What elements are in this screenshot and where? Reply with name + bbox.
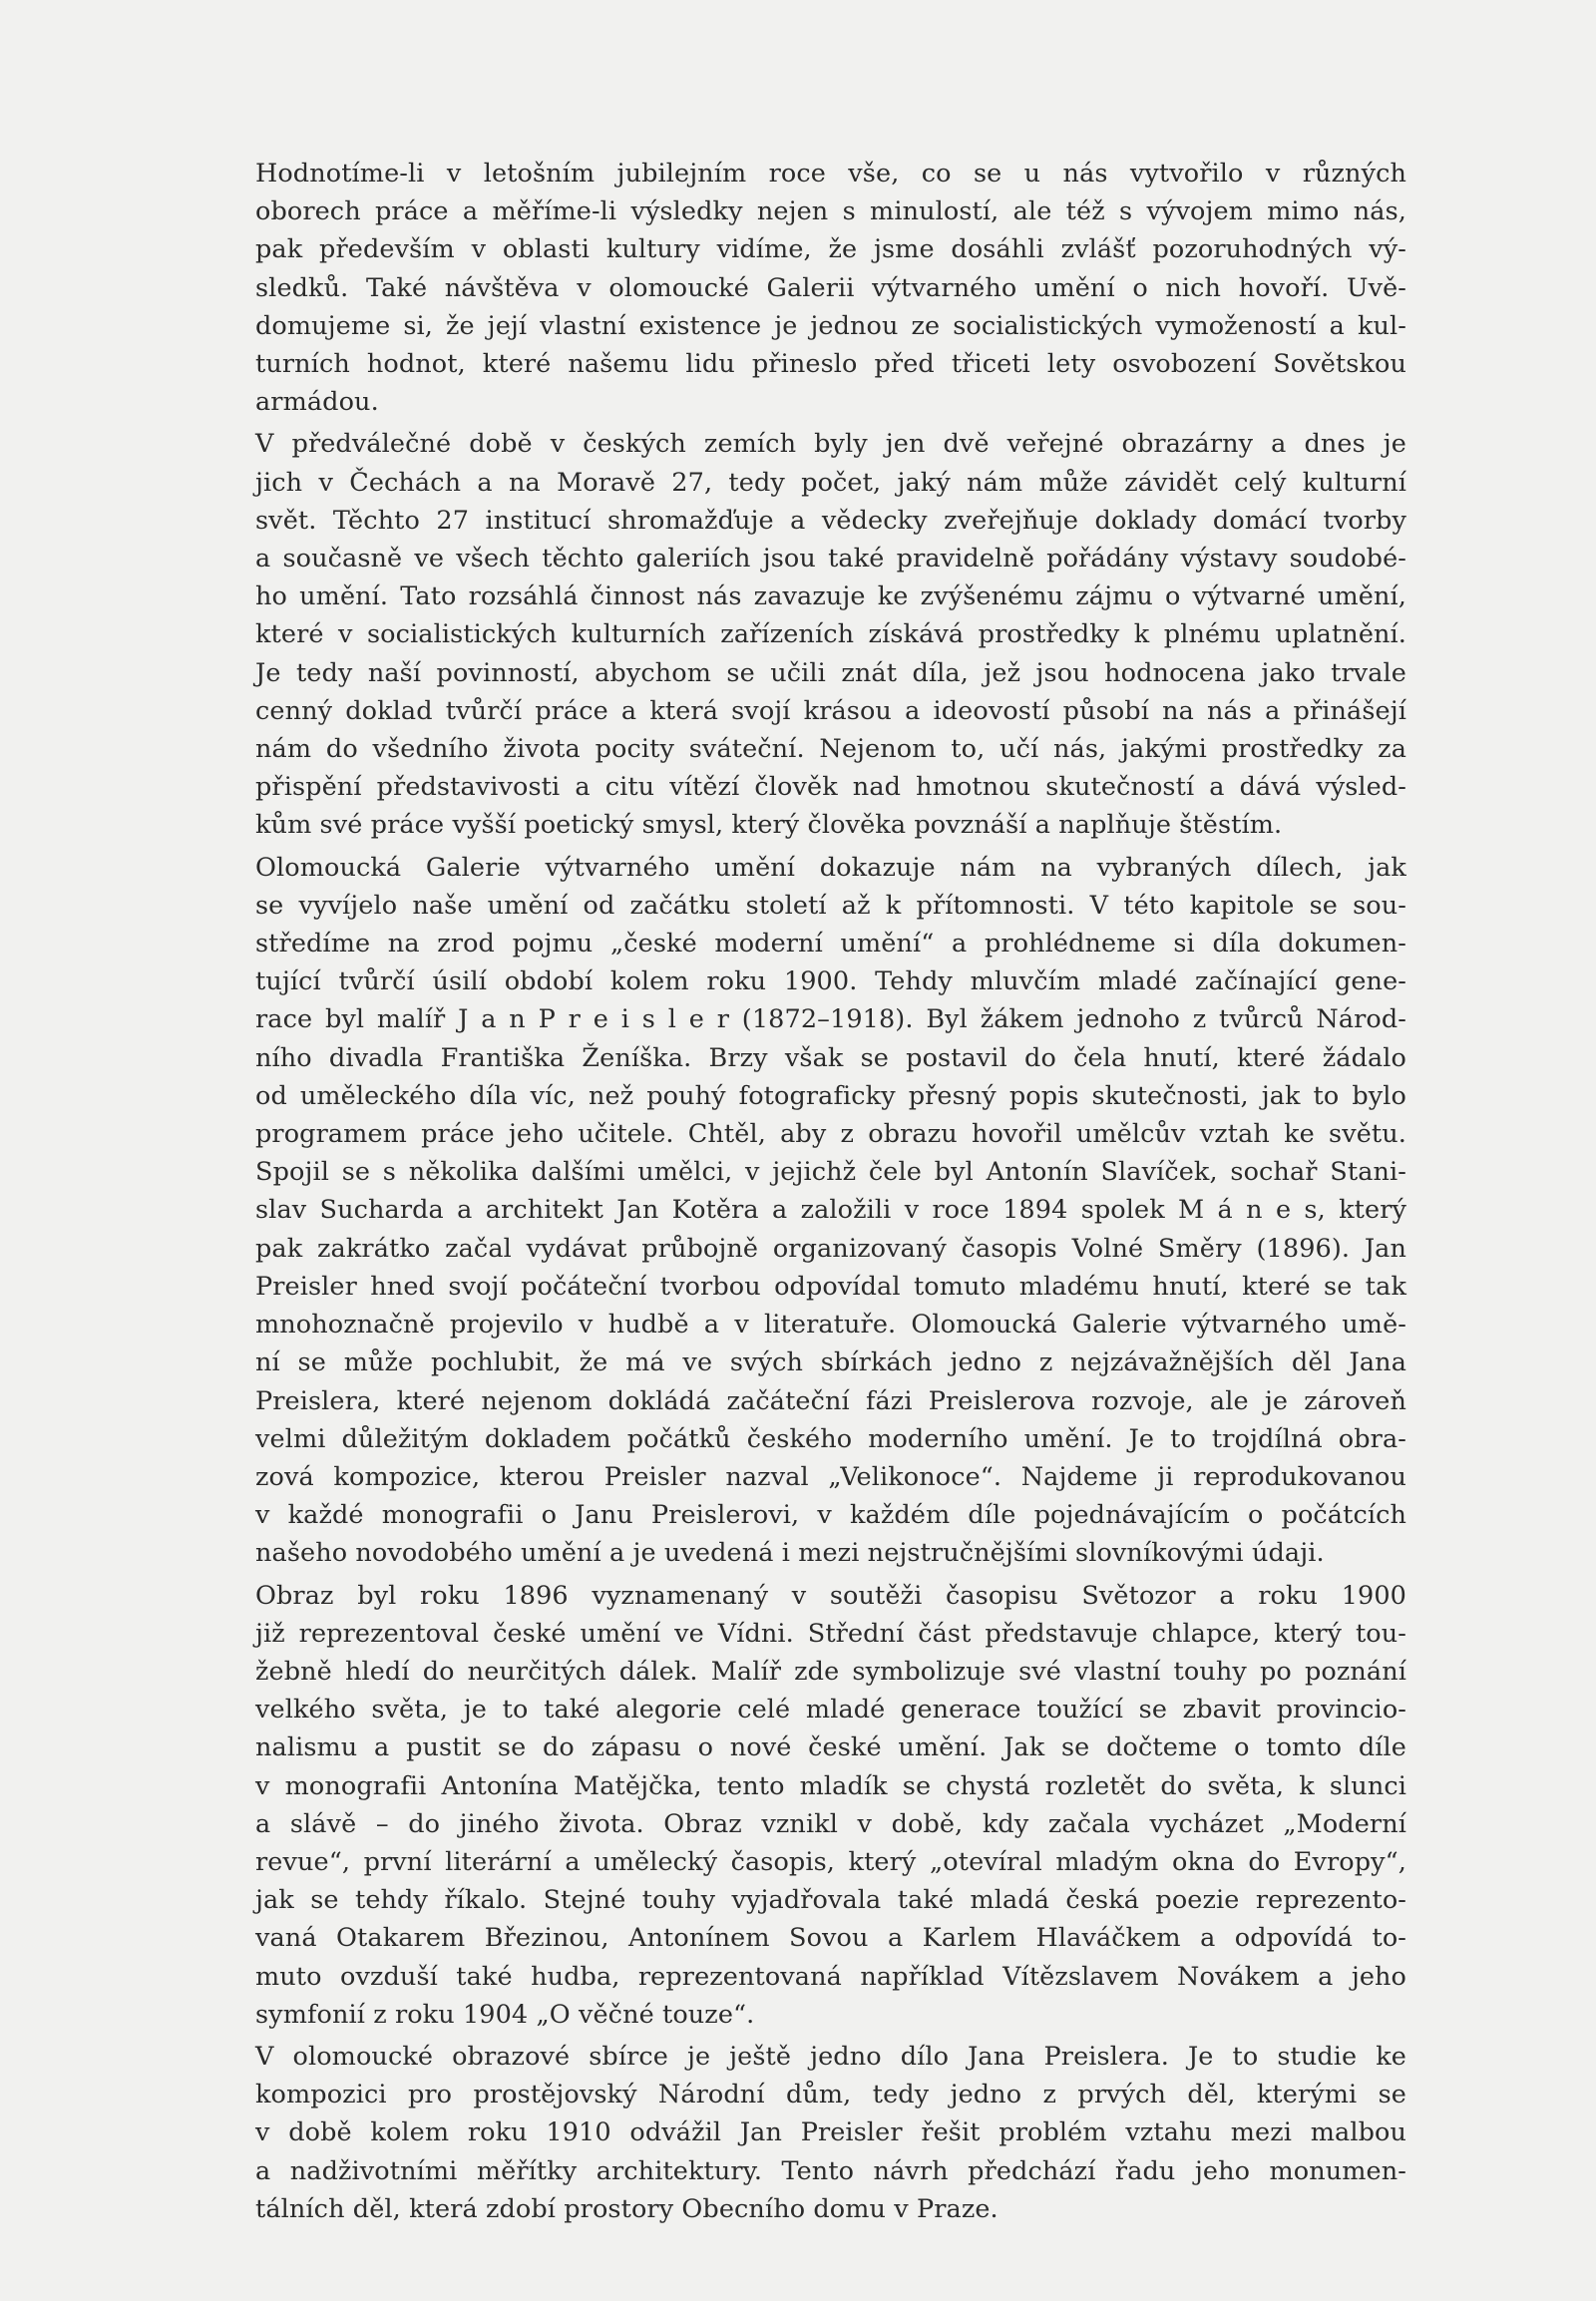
text-line: V předválečné době v českých zemích byly jen dvě veřejné obrazárny a dnes je	[255, 429, 1406, 460]
paragraph	[255, 1577, 1406, 2034]
text-line: tující tvůrčí úsilí období kolem roku 1900. Tehdy mluvčím mladé začínající gene-	[255, 966, 1406, 997]
text-line: zová kompozice, kterou Preisler nazval „Velikonoce“. Najdeme ji reprodukovanou	[255, 1461, 1406, 1492]
text-line: programem práce jeho učitele. Chtěl, aby z obrazu hovořil umělcův vztah ke světu.	[255, 1119, 1406, 1150]
text-line: race byl malíř J a n P r e i s l e r (1872–1918). Byl žákem jednoho z tvůrců Národ-	[255, 1004, 1406, 1035]
text-line: již reprezentoval české umění ve Vídni. Střední část představuje chlapce, který tou-	[255, 1618, 1406, 1649]
text-line: středíme na zrod pojmu „české moderní umění“ a prohlédneme si díla dokumen-	[255, 929, 1406, 959]
paragraph	[255, 155, 1406, 421]
text-line: kompozici pro prostějovský Národní dům, tedy jedno z prvých děl, kterými se	[255, 2080, 1406, 2110]
text-line: turních hodnot, které našemu lidu přineslo před třiceti lety osvobození Sovětskou	[255, 349, 1406, 380]
text-line: sledků. Také návštěva v olomoucké Galerii výtvarného umění o nich hovoří. Uvě-	[255, 272, 1406, 303]
text-line: Olomoucká Galerie výtvarného umění dokazuje nám na vybraných dílech, jak	[255, 852, 1406, 883]
text-line: kům své práce vyšší poetický smysl, který člověka povznáší a naplňuje štěstím.	[255, 810, 1283, 841]
text-line: jak se tehdy říkalo. Stejné touhy vyjadřovala také mladá česká poezie reprezento-	[255, 1885, 1406, 1916]
body-text	[255, 155, 1406, 2232]
text-line: v monografii Antonína Matějčka, tento mladík se chystá rozletět do světa, k slunci	[255, 1770, 1406, 1801]
text-line: pak zakrátko začal vydávat průbojně organizovaný časopis Volné Směry (1896). Jan	[255, 1233, 1406, 1264]
text-line: přispění představivosti a citu vítězí člověk nad hmotnou skutečností a dává výsled-	[255, 772, 1406, 803]
text-line: mnohoznačně projevilo v hudbě a v literatuře. Olomoucká Galerie výtvarného umě-	[255, 1310, 1406, 1341]
text-line: svět. Těchto 27 institucí shromažďuje a vědecky zveřejňuje doklady domácí tvorby	[255, 505, 1406, 536]
text-line: nalismu a pustit se do zápasu o nové české umění. Jak se dočteme o tomto díle	[255, 1732, 1406, 1763]
text-line: žebně hledí do neurčitých dálek. Malíř zde symbolizuje své vlastní touhy po poznání	[255, 1656, 1406, 1687]
text-line: velkého světa, je to také alegorie celé mladé generace toužící se zbavit provincio-	[255, 1695, 1406, 1726]
text-line: a současně ve všech těchto galeriích jsou také pravidelně pořádány výstavy soudobé-	[255, 544, 1406, 575]
text-line: cenný doklad tvůrčí práce a která svojí krásou a ideovostí působí na nás a přinášejí	[255, 695, 1406, 726]
text-line: revue“, první literární a umělecký časopis, který „otevíral mladým okna do Evropy“,	[255, 1846, 1406, 1877]
text-line: Preislera, které nejenom dokládá začáteční fázi Preislerova rozvoje, ale je zároveň	[255, 1385, 1406, 1416]
text-line: se vyvíjelo naše umění od začátku století až k přítomnosti. V této kapitole se sou-	[255, 890, 1406, 921]
text-line: domujeme si, že její vlastní existence je jednou ze socialistických vymožeností a kul-	[255, 310, 1406, 341]
text-line: Preisler hned svojí počáteční tvorbou odpovídal tomuto mladému hnutí, které se tak	[255, 1271, 1406, 1302]
text-line: Hodnotíme-li v letošním jubilejním roce vše, co se u nás vytvořilo v různých	[255, 159, 1406, 189]
text-line: v každé monografii o Janu Preislerovi, v každém díle pojednávajícím o počátcích	[255, 1500, 1406, 1531]
text-line: ní se může pochlubit, že má ve svých sbírkách jedno z nejzávažnějších děl Jana	[255, 1347, 1406, 1378]
text-line: Je tedy naší povinností, abychom se učili znát díla, jež jsou hodnocena jako trvale	[255, 657, 1406, 688]
text-line: V olomoucké obrazové sbírce je ještě jedno dílo Jana Preislera. Je to studie ke	[255, 2041, 1406, 2072]
text-line: které v socialistických kulturních zařízeních získává prostředky k plnému uplatnění.	[255, 619, 1406, 650]
text-line: velmi důležitým dokladem počátků českého moderního umění. Je to trojdílná obra-	[255, 1423, 1406, 1454]
text-line: pak především v oblasti kultury vidíme, že jsme dosáhli zvlášť pozoruhodných vý-	[255, 234, 1406, 265]
text-line: a nadživotními měřítky architektury. Tento návrh předchází řadu jeho monumen-	[255, 2155, 1406, 2186]
paragraph	[255, 2038, 1406, 2228]
text-line: tálních děl, která zdobí prostory Obecního domu v Praze.	[255, 2193, 998, 2224]
text-line: armádou.	[255, 387, 379, 418]
text-line: symfonií z roku 1904 „O věčné touze“.	[255, 1999, 755, 2030]
text-line: Spojil se s několika dalšími umělci, v jejichž čele byl Antonín Slavíček, sochař Stani-	[255, 1157, 1406, 1188]
text-line: jich v Čechách a na Moravě 27, tedy počet, jaký nám může závidět celý kulturní	[255, 467, 1406, 498]
text-line: od uměleckého díla víc, než pouhý fotograficky přesný popis skutečnosti, jak to bylo	[255, 1080, 1406, 1111]
text-line: a slávě – do jiného života. Obraz vznikl v době, kdy začala vycházet „Moderní	[255, 1808, 1406, 1839]
text-line: ního divadla Františka Ženíška. Brzy však se postavil do čela hnutí, které žádalo	[255, 1042, 1406, 1073]
text-line: našeho novodobého umění a je uvedená i mezi nejstručnějšími slovníkovými údaji.	[255, 1538, 1325, 1569]
text-line: oborech práce a měříme-li výsledky nejen s minulostí, ale též s vývojem mimo nás,	[255, 196, 1406, 227]
text-line: slav Sucharda a architekt Jan Kotěra a založili v roce 1894 spolek M á n e s, který	[255, 1195, 1406, 1226]
text-line: vaná Otakarem Březinou, Antonínem Sovou a Karlem Hlaváčkem a odpovídá to-	[255, 1923, 1406, 1954]
text-line: Obraz byl roku 1896 vyznamenaný v soutěži časopisu Světozor a roku 1900	[255, 1580, 1406, 1611]
text-line: v době kolem roku 1910 odvážil Jan Preisler řešit problém vztahu mezi malbou	[255, 2117, 1406, 2148]
text-line: ho umění. Tato rozsáhlá činnost nás zavazuje ke zvýšenému zájmu o výtvarné umění,	[255, 581, 1406, 612]
text-line: muto ovzduší také hudba, reprezentovaná například Vítězslavem Novákem a jeho	[255, 1961, 1406, 1992]
paragraph	[255, 425, 1406, 844]
text-line: nám do všedního života pocity sváteční. Nejenom to, učí nás, jakými prostředky za	[255, 734, 1406, 765]
paragraph	[255, 849, 1406, 1573]
